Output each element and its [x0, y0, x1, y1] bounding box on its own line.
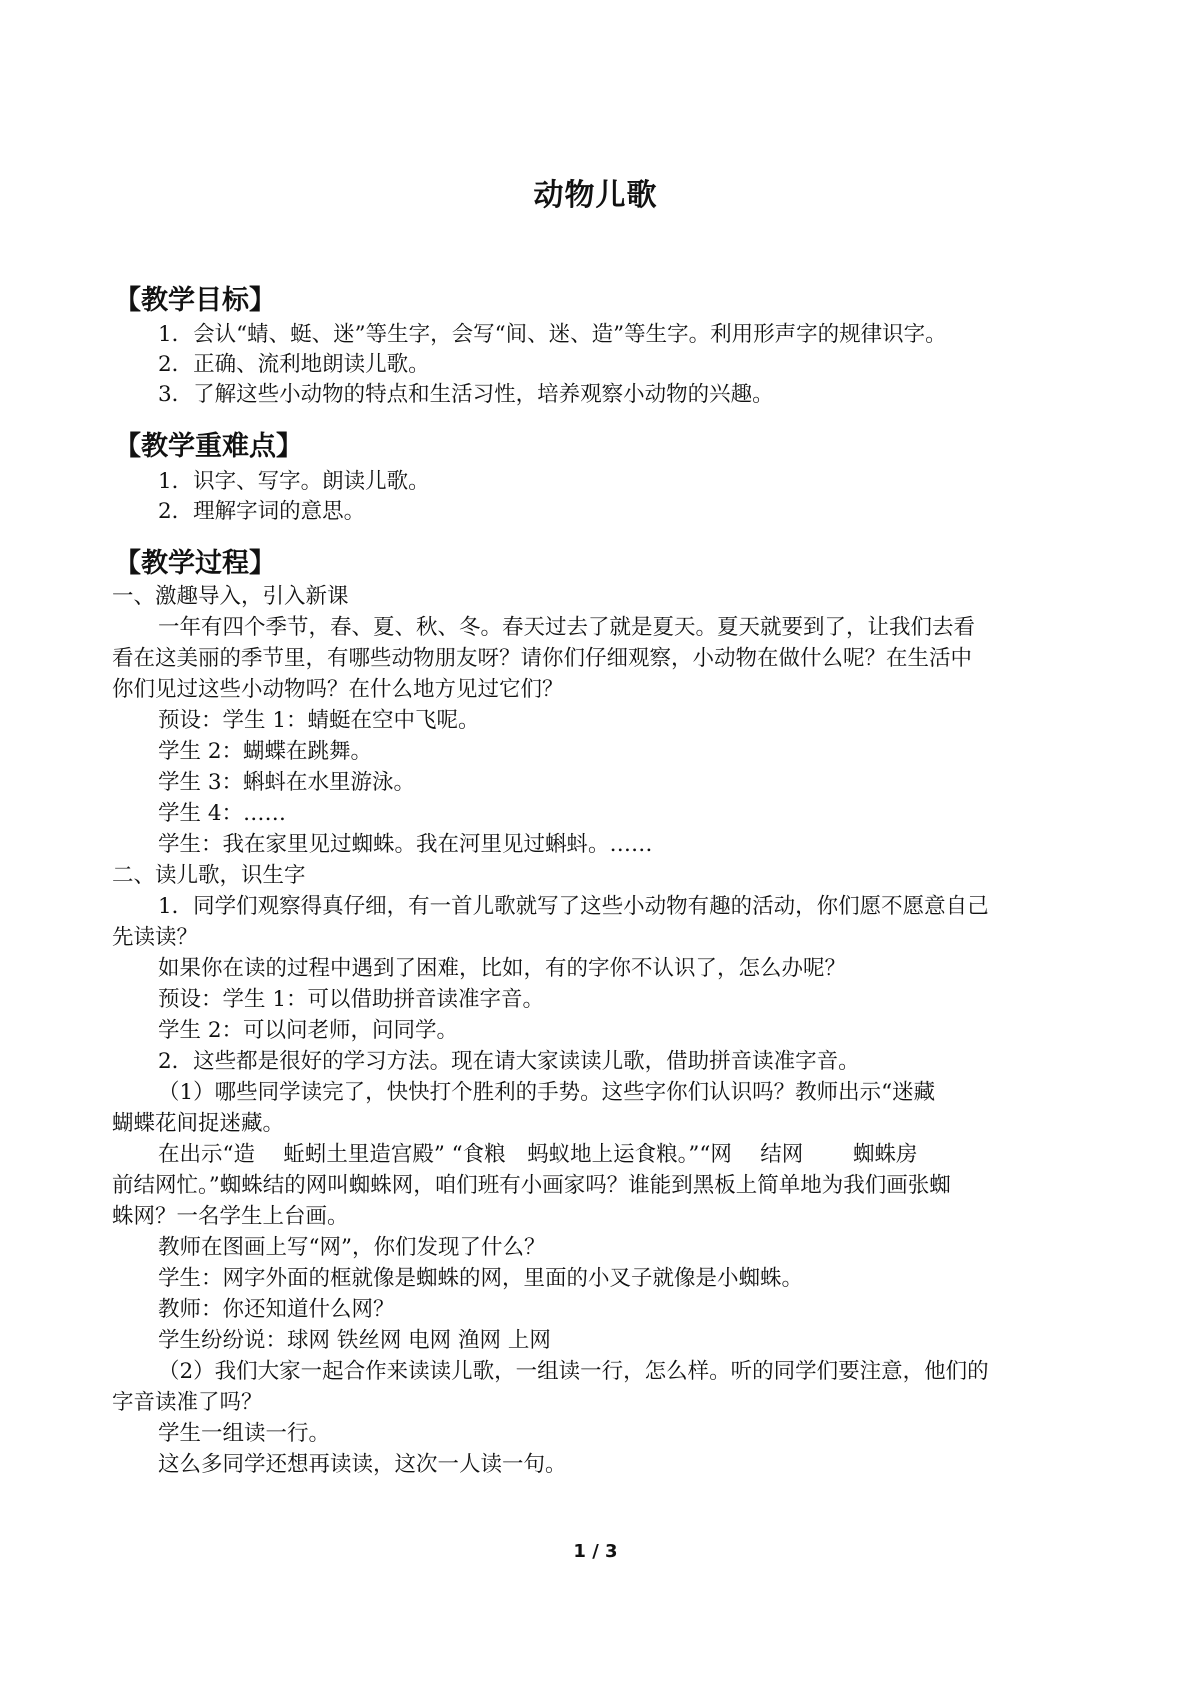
process-paragraph-line: 学生：我在家里见过蜘蛛。我在河里见过蝌蚪。…… — [158, 832, 653, 857]
process-paragraph-line: 如果你在读的过程中遇到了困难，比如，有的字你不认识了，怎么办呢？ — [158, 956, 847, 981]
process-paragraph-line: 蝴蝶花间捉迷藏。 — [112, 1111, 285, 1136]
process-paragraph-line: 在出示“造 蚯蚓土里造宫殿” “食粮 蚂蚁地上运食粮。”“网 结网 蜘蛛房 — [158, 1142, 918, 1167]
process-paragraph-line: 字音读准了吗？ — [112, 1390, 263, 1415]
process-paragraph-line: 教师在图画上写“网”，你们发现了什么？ — [158, 1235, 546, 1260]
process-paragraph-line: 学生纷纷说：球网 铁丝网 电网 渔网 上网 — [158, 1328, 551, 1353]
page-number: 1 / 3 — [573, 1541, 618, 1562]
key-point-item: 2．理解字词的意思。 — [158, 499, 366, 524]
process-paragraph-line: 教师：你还知道什么网？ — [158, 1297, 395, 1322]
process-paragraph-line: 2．这些都是很好的学习方法。现在请大家读读儿歌，借助拼音读准字音。 — [158, 1049, 860, 1074]
process-paragraph-line: 看在这美丽的季节里，有哪些动物朋友呀？请你们仔细观察，小动物在做什么呢？在生活中 — [112, 646, 973, 671]
process-paragraph-line: 蛛网？一名学生上台画。 — [112, 1204, 349, 1229]
process-subheading: 一、激趣导入，引入新课 — [112, 584, 349, 609]
document-title: 动物儿歌 — [533, 178, 658, 213]
process-paragraph-line: 预设：学生 1：可以借助拼音读准字音。 — [158, 987, 545, 1012]
key-point-item: 1．识字、写字。朗读儿歌。 — [158, 469, 430, 494]
process-paragraph-line: 一年有四个季节，春、夏、秋、冬。春天过去了就是夏天。夏天就要到了，让我们去看 — [158, 615, 976, 640]
process-subheading: 二、读儿歌，识生字 — [112, 863, 306, 888]
process-paragraph-line: （2）我们大家一起合作来读读儿歌，一组读一行，怎么样。听的同学们要注意，他们的 — [158, 1359, 989, 1384]
process-paragraph-line: 这么多同学还想再读读，这次一人读一句。 — [158, 1452, 567, 1477]
section-heading-process: 【教学过程】 — [114, 548, 276, 579]
process-paragraph-line: 学生 3：蝌蚪在水里游泳。 — [158, 770, 416, 795]
process-paragraph-line: 学生 2：可以问老师，问同学。 — [158, 1018, 459, 1043]
process-paragraph-line: 学生 4：…… — [158, 801, 287, 826]
process-paragraph-line: （1）哪些同学读完了，快快打个胜利的手势。这些字你们认识吗？教师出示“迷藏 — [158, 1080, 936, 1105]
objective-item: 3．了解这些小动物的特点和生活习性，培养观察小动物的兴趣。 — [158, 382, 774, 407]
process-paragraph-line: 你们见过这些小动物吗？在什么地方见过它们？ — [112, 677, 564, 702]
process-paragraph-line: 先读读？ — [112, 925, 199, 950]
process-paragraph-line: 1．同学们观察得真仔细，有一首儿歌就写了这些小动物有趣的活动，你们愿不愿意自己 — [158, 894, 989, 919]
objective-item: 1．会认“蜻、蜓、迷”等生字，会写“间、迷、造”等生字。利用形声字的规律识字。 — [158, 322, 947, 347]
process-paragraph-line: 学生 2：蝴蝶在跳舞。 — [158, 739, 373, 764]
section-heading-key-points: 【教学重难点】 — [114, 431, 303, 462]
process-paragraph-line: 学生一组读一行。 — [158, 1421, 331, 1446]
process-paragraph-line: 前结网忙。”蜘蛛结的网叫蜘蛛网，咱们班有小画家吗？谁能到黑板上简单地为我们画张蜘 — [112, 1173, 951, 1198]
objective-item: 2．正确、流利地朗读儿歌。 — [158, 352, 430, 377]
section-heading-objectives: 【教学目标】 — [114, 285, 276, 316]
process-paragraph-line: 预设：学生 1：蜻蜓在空中飞呢。 — [158, 708, 480, 733]
process-paragraph-line: 学生：网字外面的框就像是蜘蛛的网，里面的小叉子就像是小蜘蛛。 — [158, 1266, 804, 1291]
